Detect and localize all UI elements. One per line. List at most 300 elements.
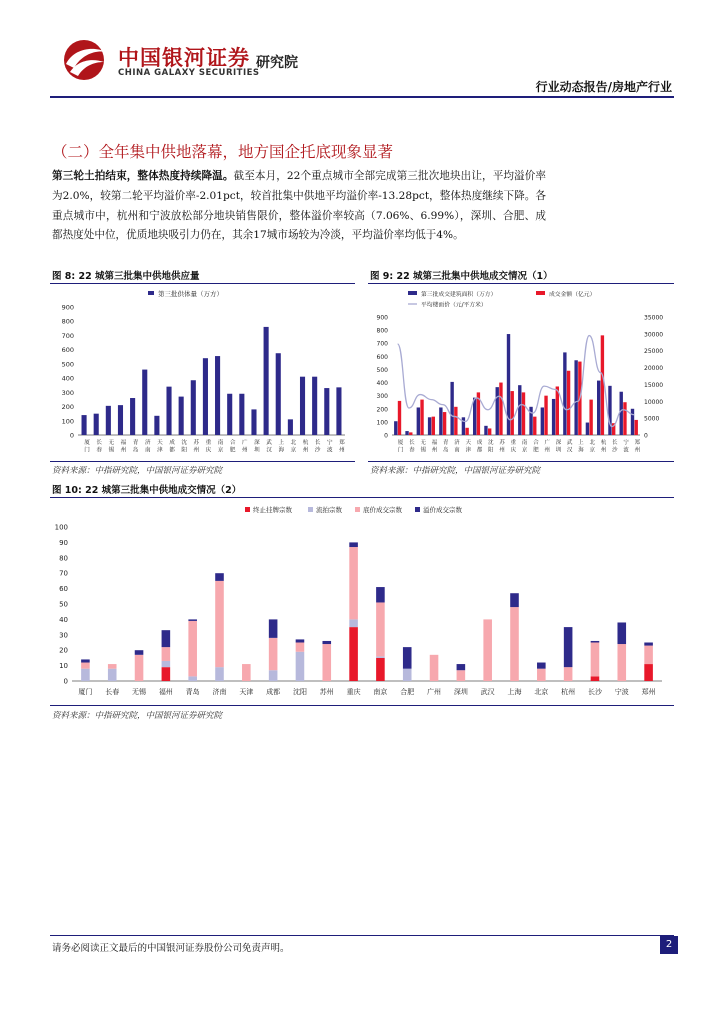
fig10-legend-swatch bbox=[355, 507, 360, 512]
fig8-category-label: 庆 bbox=[205, 447, 212, 454]
fig9-category-label: 武 bbox=[567, 440, 573, 446]
fig9-legend-label-price: 平均楼面价（元/平方米） bbox=[421, 302, 487, 309]
fig10-category-label: 重庆 bbox=[346, 688, 361, 696]
fig10-bar-base-price bbox=[108, 664, 117, 669]
fig8-category-label: 南 bbox=[217, 440, 224, 446]
fig8-bar bbox=[94, 414, 99, 435]
fig9-bar-amount bbox=[567, 371, 570, 435]
fig9-category-label: 州 bbox=[600, 447, 607, 454]
fig10-bar-base-price bbox=[457, 670, 466, 681]
brand-name-en: CHINA GALAXY SECURITIES bbox=[118, 68, 260, 78]
fig10-category-label: 福州 bbox=[158, 688, 173, 696]
fig8-bar bbox=[191, 380, 196, 435]
fig10-bar-base-price bbox=[537, 669, 546, 681]
fig10-category-label: 深圳 bbox=[453, 688, 468, 696]
fig9-bar-area bbox=[552, 399, 555, 435]
fig8-y-tick-label: 100 bbox=[61, 417, 74, 426]
fig10-bar-premium bbox=[269, 619, 278, 637]
fig10-bar-terminated bbox=[349, 627, 358, 681]
fig9-bar-amount bbox=[533, 417, 536, 435]
fig10-bar-base-price bbox=[376, 602, 385, 656]
fig10-legend-swatch bbox=[308, 507, 313, 512]
fig9-y2-tick-label: 10000 bbox=[644, 398, 664, 406]
fig8-category-label: 重 bbox=[205, 440, 212, 446]
fig9-bar-area bbox=[462, 417, 465, 435]
fig9-category-label: 无 bbox=[420, 440, 426, 446]
fig10-bar-base-price bbox=[322, 644, 331, 681]
fig8-title: 图 8: 22 城第三批集中供地供应量 bbox=[52, 271, 200, 282]
fig9-y-tick-label: 300 bbox=[376, 393, 388, 401]
fig10-y-tick-label: 70 bbox=[59, 569, 68, 578]
fig8-category-label: 无 bbox=[108, 440, 115, 446]
fig8-category-label: 波 bbox=[326, 447, 333, 454]
fig9-category-label: 州 bbox=[499, 447, 505, 454]
fig9-category-label: 厦 bbox=[397, 440, 404, 446]
fig10-legend-label: 终止挂牌宗数 bbox=[253, 506, 292, 514]
fig9-category-label: 福 bbox=[431, 440, 438, 446]
footer-divider bbox=[50, 935, 674, 936]
fig9-bar-amount bbox=[635, 420, 638, 435]
fig10-bar-premium bbox=[537, 663, 546, 669]
fig9-bar-area bbox=[518, 385, 521, 435]
fig10-bar-base-price bbox=[81, 663, 90, 669]
brand-name-cn: 中国银河证券 bbox=[118, 46, 250, 70]
fig10-category-label: 厦门 bbox=[78, 688, 93, 696]
fig10-bar-base-price bbox=[269, 638, 278, 670]
fig8-category-label: 长 bbox=[96, 440, 103, 446]
fig9-bar-amount bbox=[522, 392, 525, 435]
fig8-bar bbox=[142, 370, 147, 435]
fig8-y-tick-label: 800 bbox=[61, 317, 74, 326]
fig8-category-label: 郑 bbox=[339, 440, 345, 446]
fig10-bar-base-price bbox=[591, 643, 600, 677]
fig10-bar-terminated bbox=[591, 676, 600, 681]
fig8-y-tick-label: 900 bbox=[61, 303, 74, 312]
fig9-category-label: 长 bbox=[612, 440, 618, 446]
fig10-category-label: 南京 bbox=[373, 688, 388, 696]
fig9-bar-amount bbox=[409, 432, 412, 435]
fig10-legend-label: 流拍宗数 bbox=[316, 506, 342, 514]
fig8-category-label: 圳 bbox=[254, 447, 260, 454]
fig10-bar-premium bbox=[564, 627, 573, 667]
fig9-bar-area bbox=[574, 360, 577, 435]
fig8-category-label: 汉 bbox=[266, 447, 272, 454]
fig9-category-label: 苏 bbox=[499, 440, 505, 446]
fig10-bar-base-price bbox=[135, 655, 144, 681]
fig8-y-tick-label: 500 bbox=[61, 360, 74, 369]
fig8-bar bbox=[276, 353, 281, 435]
fig9-bar-area bbox=[496, 387, 499, 435]
fig10-bar-terminated bbox=[644, 664, 653, 681]
header-divider bbox=[50, 96, 674, 98]
report-type: 行业动态报告/房地产行业 bbox=[535, 80, 672, 94]
fig10-bar-failed bbox=[215, 667, 224, 681]
fig8-legend-swatch bbox=[148, 291, 154, 295]
fig8-chart bbox=[50, 285, 355, 460]
fig8-y-tick-label: 400 bbox=[61, 374, 74, 383]
fig8-category-label: 肥 bbox=[229, 447, 236, 454]
fig8-bar bbox=[118, 405, 123, 435]
fig10-bar-premium bbox=[403, 647, 412, 669]
fig9-category-label: 州 bbox=[634, 447, 641, 454]
fig8-category-label: 福 bbox=[120, 440, 127, 446]
fig8-bar bbox=[288, 419, 293, 435]
page-number: 2 bbox=[660, 936, 678, 954]
fig10-bar-premium bbox=[135, 650, 144, 655]
fig8-category-label: 京 bbox=[217, 447, 224, 454]
fig9-y-tick-label: 800 bbox=[376, 327, 388, 335]
fig9-category-label: 海 bbox=[578, 447, 584, 454]
fig9-y-tick-label: 700 bbox=[376, 340, 388, 348]
fig10-bar-base-price bbox=[188, 621, 197, 676]
fig9-bar-area bbox=[608, 386, 611, 435]
fig10-bar-base-price bbox=[564, 667, 573, 681]
fig10-bar-failed bbox=[349, 619, 358, 627]
fig8-title-rule bbox=[50, 283, 355, 284]
footer-disclaimer: 请务必阅读正文最后的中国银河证券股份公司免责声明。 bbox=[52, 943, 290, 954]
fig9-y-tick-label: 500 bbox=[376, 366, 388, 374]
fig8-category-label: 杭 bbox=[302, 440, 309, 446]
fig10-y-tick-label: 20 bbox=[59, 646, 68, 655]
fig8-y-tick-label: 0 bbox=[69, 431, 74, 440]
fig9-category-label: 南 bbox=[521, 440, 528, 446]
fig10-category-label: 北京 bbox=[534, 688, 549, 696]
fig10-bar-premium bbox=[644, 643, 653, 646]
fig9-category-label: 成 bbox=[476, 440, 483, 446]
fig10-bar-base-price bbox=[349, 547, 358, 619]
fig9-category-label: 岛 bbox=[443, 447, 449, 454]
fig8-category-label: 州 bbox=[242, 447, 248, 454]
fig10-bar-base-price bbox=[617, 644, 626, 681]
fig10-bar-base-price bbox=[296, 643, 305, 652]
fig8-category-label: 锡 bbox=[108, 447, 115, 454]
fig8-category-label: 武 bbox=[266, 440, 272, 446]
fig9-category-label: 都 bbox=[476, 447, 483, 454]
fig10-title-rule bbox=[50, 497, 674, 498]
fig9-category-label: 深 bbox=[555, 440, 562, 446]
fig9-category-label: 南 bbox=[454, 447, 460, 454]
fig8-source: 资料来源：中指研究院，中国银河证券研究院 bbox=[52, 466, 223, 476]
fig8-category-label: 州 bbox=[193, 447, 200, 454]
fig10-bar-failed bbox=[296, 652, 305, 681]
fig9-y2-tick-label: 0 bbox=[644, 432, 648, 440]
paragraph-body: 截至本月，22个重点城市全部完成第三批次地块出让，平均溢价率为2.0%，较第二轮平均溢价率-2.01pct，较首批集中供地平均溢价率-13.28pct，整体热度继续下降。各重点城市中，杭州和宁波放松部分地块销售限价，整体溢价率较高（7.06%、6.99%），深圳、合肥、成都热度处中位，优质地块吸引力仍在，其余17城市场较为冷淡，平均溢价率均低于4%。 bbox=[52, 170, 546, 242]
fig9-y2-tick-label: 15000 bbox=[644, 381, 664, 389]
fig8-category-label: 门 bbox=[84, 447, 90, 454]
fig9-bar-amount bbox=[623, 402, 626, 435]
fig8-bar bbox=[324, 388, 329, 435]
fig8-bar bbox=[239, 394, 244, 435]
fig8-category-label: 州 bbox=[120, 447, 127, 454]
fig9-bar-amount bbox=[511, 391, 514, 435]
fig10-category-label: 武汉 bbox=[480, 688, 495, 696]
fig10-category-label: 天津 bbox=[239, 688, 254, 696]
fig9-category-label: 青 bbox=[443, 440, 449, 446]
fig8-category-label: 合 bbox=[229, 440, 236, 446]
fig8-bottom-rule bbox=[50, 461, 355, 462]
fig8-bar bbox=[154, 416, 159, 435]
fig8-category-label: 宁 bbox=[326, 440, 333, 446]
fig10-y-tick-label: 90 bbox=[59, 538, 68, 547]
fig10-bar-failed bbox=[81, 669, 90, 681]
fig10-title: 图 10: 22 城第三批集中供地成交情况（2） bbox=[52, 485, 242, 496]
fig9-bar-amount bbox=[465, 428, 468, 435]
fig10-legend-swatch bbox=[245, 507, 250, 512]
fig10-category-label: 宁波 bbox=[614, 688, 629, 696]
fig10-y-tick-label: 30 bbox=[59, 631, 68, 640]
fig9-category-label: 肥 bbox=[533, 447, 539, 454]
fig9-bar-amount bbox=[432, 417, 435, 435]
fig8-category-label: 厦 bbox=[84, 440, 90, 446]
fig10-bar-premium bbox=[349, 542, 358, 547]
fig10-category-label: 无锡 bbox=[132, 688, 147, 696]
fig9-bar-amount bbox=[398, 401, 401, 435]
fig8-category-label: 岛 bbox=[132, 447, 139, 454]
fig9-bar-area bbox=[394, 421, 397, 435]
fig10-bar-premium bbox=[376, 587, 385, 602]
fig10-bar-premium bbox=[188, 619, 197, 621]
fig8-bar bbox=[130, 398, 135, 435]
fig9-bar-amount bbox=[544, 396, 547, 435]
fig9-y2-tick-label: 35000 bbox=[644, 314, 664, 322]
fig9-category-label: 锡 bbox=[420, 447, 426, 454]
fig10-bar-terminated bbox=[376, 658, 385, 681]
fig8-category-label: 州 bbox=[339, 447, 345, 454]
fig10-bar-failed bbox=[403, 669, 412, 681]
fig10-y-tick-label: 40 bbox=[59, 615, 68, 624]
fig8-category-label: 广 bbox=[242, 440, 248, 446]
fig8-category-label: 津 bbox=[157, 447, 163, 454]
fig9-category-label: 济 bbox=[454, 440, 460, 446]
fig9-bar-area bbox=[439, 407, 442, 435]
fig10-legend-label: 底价成交宗数 bbox=[363, 506, 402, 514]
fig10-y-tick-label: 50 bbox=[59, 600, 68, 609]
fig10-bar-base-price bbox=[510, 607, 519, 681]
fig9-y-tick-label: 100 bbox=[376, 419, 388, 427]
fig9-y2-tick-label: 30000 bbox=[644, 331, 664, 339]
fig9-category-label: 郑 bbox=[634, 440, 641, 446]
fig10-bar-failed bbox=[162, 661, 171, 667]
fig8-legend-label: 第三批供体量（万方） bbox=[158, 290, 223, 298]
fig9-source: 资料来源：中指研究院，中国银河证券研究院 bbox=[370, 466, 541, 476]
fig10-y-tick-label: 100 bbox=[54, 523, 68, 532]
fig8-category-label: 天 bbox=[157, 440, 163, 446]
fig10-bar-premium bbox=[322, 641, 331, 644]
fig8-category-label: 京 bbox=[290, 447, 297, 454]
fig9-bar-area bbox=[405, 431, 408, 435]
fig10-y-tick-label: 80 bbox=[59, 554, 68, 563]
fig10-category-label: 上海 bbox=[507, 688, 522, 696]
fig9-category-label: 庆 bbox=[510, 447, 517, 454]
fig10-bar-base-price bbox=[242, 664, 251, 681]
fig10-bar-base-price bbox=[483, 619, 492, 681]
fig10-category-label: 苏州 bbox=[319, 688, 334, 696]
fig9-legend-label-amount: 成交金额（亿元） bbox=[549, 292, 596, 298]
fig8-y-tick-label: 600 bbox=[61, 346, 74, 355]
body-paragraph bbox=[52, 167, 546, 246]
fig10-category-label: 合肥 bbox=[400, 688, 415, 696]
fig10-bar-failed bbox=[188, 676, 197, 681]
fig9-bottom-rule bbox=[368, 461, 674, 462]
fig8-category-label: 沈 bbox=[181, 440, 187, 446]
fig10-legend-label: 溢价成交宗数 bbox=[423, 506, 462, 514]
fig9-y2-tick-label: 25000 bbox=[644, 348, 664, 356]
fig8-bar bbox=[312, 377, 317, 435]
fig8-bar bbox=[166, 387, 171, 435]
fig8-category-label: 南 bbox=[144, 447, 151, 454]
fig8-bar bbox=[300, 377, 305, 435]
fig9-bar-area bbox=[428, 417, 431, 435]
fig8-bar bbox=[106, 406, 111, 435]
fig8-y-tick-label: 200 bbox=[61, 403, 74, 412]
fig8-bar bbox=[251, 409, 256, 435]
fig8-category-label: 济 bbox=[144, 440, 151, 446]
fig9-bar-amount bbox=[443, 412, 446, 435]
fig9-bar-amount bbox=[601, 335, 604, 435]
fig8-bar bbox=[215, 356, 220, 435]
fig10-bar-base-price bbox=[162, 647, 171, 661]
fig8-category-label: 青 bbox=[132, 440, 139, 446]
fig9-bar-area bbox=[597, 381, 600, 435]
fig9-bar-amount bbox=[454, 407, 457, 435]
fig10-legend-swatch bbox=[415, 507, 420, 512]
fig9-bar-amount bbox=[589, 400, 592, 435]
fig9-y-tick-label: 0 bbox=[384, 432, 388, 440]
fig9-category-label: 杭 bbox=[600, 440, 607, 446]
fig9-bar-amount bbox=[420, 400, 423, 435]
fig10-bar-premium bbox=[510, 593, 519, 607]
paragraph-lead: 第三轮土拍结束，整体热度持续降温。 bbox=[52, 170, 234, 182]
fig9-bar-area bbox=[586, 423, 589, 435]
fig8-category-label: 阳 bbox=[181, 447, 187, 454]
fig9-category-label: 上 bbox=[578, 440, 584, 446]
fig10-bar-premium bbox=[457, 664, 466, 670]
fig10-category-label: 沈阳 bbox=[292, 688, 307, 696]
fig10-y-tick-label: 10 bbox=[59, 662, 68, 671]
fig9-category-label: 津 bbox=[465, 447, 471, 454]
fig10-category-label: 长春 bbox=[105, 688, 120, 696]
fig9-y2-tick-label: 5000 bbox=[644, 415, 660, 423]
fig10-chart bbox=[50, 499, 674, 704]
fig8-category-label: 深 bbox=[254, 440, 260, 446]
fig9-category-label: 沙 bbox=[612, 447, 618, 454]
fig8-bar bbox=[336, 387, 341, 435]
fig8-category-label: 上 bbox=[278, 440, 285, 446]
fig10-bottom-rule bbox=[50, 705, 674, 706]
fig9-legend-swatch-area bbox=[408, 291, 417, 295]
fig10-category-label: 青岛 bbox=[185, 688, 200, 696]
fig8-category-label: 成 bbox=[169, 440, 175, 446]
fig9-chart bbox=[368, 285, 674, 460]
fig10-category-label: 成都 bbox=[266, 688, 281, 696]
fig9-category-label: 重 bbox=[510, 440, 517, 446]
fig9-y2-tick-label: 20000 bbox=[644, 365, 664, 373]
fig9-bar-area bbox=[417, 407, 420, 435]
fig8-category-label: 春 bbox=[96, 447, 103, 454]
fig8-bar bbox=[227, 394, 232, 435]
fig8-bar bbox=[203, 358, 208, 435]
brand-logo-icon bbox=[60, 38, 110, 82]
fig8-y-tick-label: 700 bbox=[61, 331, 74, 340]
fig9-category-label: 京 bbox=[589, 447, 595, 454]
fig9-category-label: 州 bbox=[544, 447, 550, 454]
fig9-category-label: 广 bbox=[544, 440, 550, 446]
fig10-y-tick-label: 0 bbox=[63, 677, 68, 686]
fig8-category-label: 海 bbox=[278, 447, 285, 454]
fig9-bar-area bbox=[450, 382, 453, 435]
fig9-bar-area bbox=[473, 398, 476, 435]
fig9-category-label: 门 bbox=[397, 447, 404, 454]
fig9-y-tick-label: 600 bbox=[376, 353, 388, 361]
fig9-category-label: 京 bbox=[521, 447, 528, 454]
fig10-y-tick-label: 60 bbox=[59, 585, 68, 594]
fig9-category-label: 阳 bbox=[488, 447, 494, 454]
fig9-title: 图 9: 22 城第三批集中供地成交情况（1） bbox=[370, 271, 553, 282]
fig10-bar-base-price bbox=[644, 646, 653, 664]
fig10-bar-failed bbox=[376, 656, 385, 658]
fig10-bar-base-price bbox=[215, 581, 224, 667]
fig10-bar-premium bbox=[617, 622, 626, 644]
fig8-y-tick-label: 300 bbox=[61, 388, 74, 397]
fig9-category-label: 波 bbox=[623, 447, 629, 454]
fig9-legend-label-area: 第三批成交建筑面积（万方） bbox=[421, 292, 497, 298]
fig9-bar-area bbox=[563, 352, 566, 435]
fig9-category-label: 长 bbox=[409, 440, 415, 446]
fig8-category-label: 沙 bbox=[314, 447, 321, 454]
section-title: （二）全年集中供地落幕，地方国企托底现象显著 bbox=[52, 143, 394, 161]
fig9-bar-amount bbox=[499, 383, 502, 435]
fig9-y-tick-label: 200 bbox=[376, 406, 388, 414]
fig8-bar bbox=[82, 415, 87, 435]
fig8-bar bbox=[264, 327, 269, 435]
fig10-bar-premium bbox=[162, 630, 171, 647]
fig8-category-label: 北 bbox=[290, 440, 297, 446]
fig9-bar-area bbox=[541, 407, 544, 435]
fig9-category-label: 汉 bbox=[567, 447, 573, 454]
fig10-bar-premium bbox=[296, 639, 305, 642]
fig9-bar-area bbox=[631, 409, 634, 435]
fig8-category-label: 长 bbox=[314, 440, 321, 446]
fig10-category-label: 广州 bbox=[427, 688, 442, 696]
fig9-y-tick-label: 400 bbox=[376, 380, 388, 388]
fig10-bar-premium bbox=[591, 641, 600, 643]
fig9-y-tick-label: 900 bbox=[376, 314, 388, 322]
fig10-category-label: 长沙 bbox=[587, 688, 602, 696]
fig9-category-label: 宁 bbox=[623, 440, 629, 446]
fig10-bar-premium bbox=[81, 659, 90, 662]
fig10-bar-premium bbox=[215, 573, 224, 581]
fig9-category-label: 沈 bbox=[488, 440, 494, 446]
fig10-category-label: 郑州 bbox=[641, 688, 656, 696]
fig8-category-label: 苏 bbox=[193, 440, 200, 446]
fig10-category-label: 济南 bbox=[212, 688, 227, 696]
fig10-bar-terminated bbox=[162, 667, 171, 681]
fig9-category-label: 北 bbox=[589, 440, 595, 446]
fig8-bar bbox=[179, 397, 184, 435]
fig9-category-label: 圳 bbox=[555, 447, 562, 454]
fig9-title-rule bbox=[368, 283, 674, 284]
fig9-category-label: 州 bbox=[431, 447, 438, 454]
fig9-category-label: 天 bbox=[465, 440, 471, 446]
fig10-bar-base-price bbox=[430, 655, 439, 681]
fig10-bar-failed bbox=[269, 670, 278, 681]
fig9-bar-amount bbox=[488, 428, 491, 435]
fig10-category-label: 杭州 bbox=[561, 688, 576, 696]
fig9-bar-area bbox=[484, 426, 487, 435]
fig10-bar-failed bbox=[108, 669, 117, 681]
fig8-category-label: 州 bbox=[302, 447, 309, 454]
fig8-category-label: 都 bbox=[169, 447, 175, 454]
